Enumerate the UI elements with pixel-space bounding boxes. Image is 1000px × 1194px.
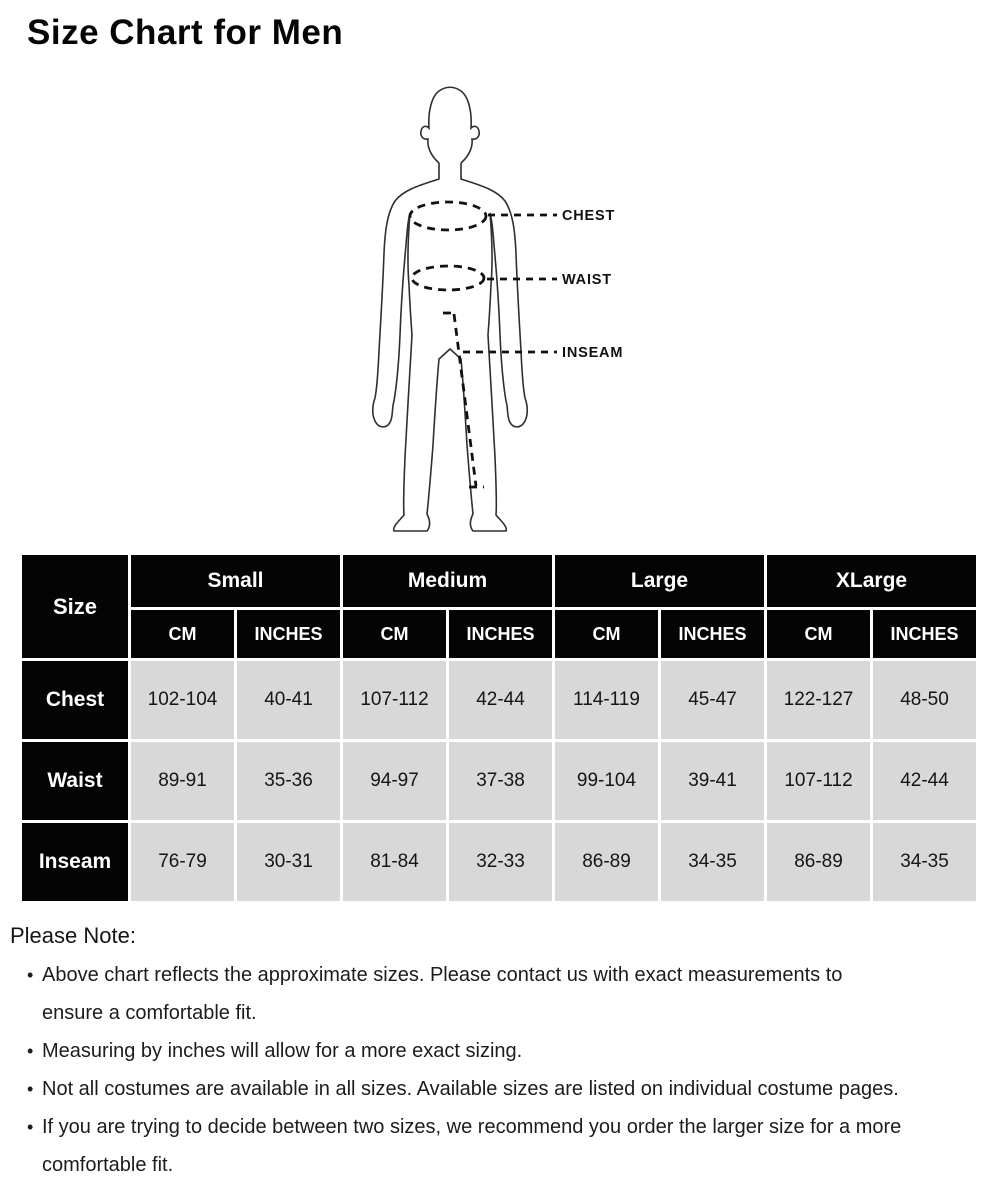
note-line: ensure a comfortable fit. (42, 1002, 257, 1024)
note-line: If you are trying to decide between two sizes, we recommend you order the larger size for a more (42, 1116, 902, 1138)
unit-header: INCHES (449, 610, 552, 658)
note-line: Above chart reflects the approximate sizes. Please contact us with exact measurements to (42, 964, 843, 986)
note-item (10, 956, 988, 1032)
value-cell: 94-97 (343, 742, 446, 820)
head-outline (421, 87, 479, 163)
value-cell: 122-127 (767, 661, 870, 739)
value-cell: 86-89 (555, 823, 658, 901)
waist-measure-ellipse (412, 266, 484, 290)
table-row-inseam (22, 823, 976, 901)
group-header-xlarge: XLarge (767, 555, 976, 607)
value-cell: 107-112 (767, 742, 870, 820)
value-cell: 42-44 (873, 742, 976, 820)
size-chart-table (19, 552, 979, 904)
bullet-icon: • (27, 965, 34, 985)
note-item (10, 1070, 988, 1108)
value-cell: 40-41 (237, 661, 340, 739)
unit-header: CM (555, 610, 658, 658)
value-cell: 30-31 (237, 823, 340, 901)
value-cell: 114-119 (555, 661, 658, 739)
unit-header: INCHES (661, 610, 764, 658)
row-label-chest: Chest (22, 661, 128, 739)
bullet-icon: • (27, 1117, 34, 1137)
value-cell: 35-36 (237, 742, 340, 820)
bullet-icon: • (27, 1079, 34, 1099)
chest-measure-ellipse (410, 202, 486, 230)
inseam-label: INSEAM (562, 345, 624, 361)
notes-section (10, 920, 988, 1184)
value-cell: 34-35 (661, 823, 764, 901)
note-line: Not all costumes are available in all sizes. Available sizes are listed on individual costume pages. (42, 1078, 899, 1100)
unit-header: CM (343, 610, 446, 658)
unit-header: INCHES (237, 610, 340, 658)
row-label-waist: Waist (22, 742, 128, 820)
group-header-small: Small (131, 555, 340, 607)
table-row-chest (22, 661, 976, 739)
value-cell: 107-112 (343, 661, 446, 739)
page-title: Size Chart for Men (27, 13, 344, 52)
group-header-medium: Medium (343, 555, 552, 607)
value-cell: 86-89 (767, 823, 870, 901)
note-line: comfortable fit. (42, 1154, 174, 1176)
value-cell: 37-38 (449, 742, 552, 820)
row-label-inseam: Inseam (22, 823, 128, 901)
notes-heading: Please Note: (10, 923, 136, 948)
value-cell: 39-41 (661, 742, 764, 820)
value-cell: 89-91 (131, 742, 234, 820)
size-corner-header: Size (22, 555, 128, 658)
value-cell: 34-35 (873, 823, 976, 901)
table-row-waist (22, 742, 976, 820)
note-line: Measuring by inches will allow for a more exact sizing. (42, 1040, 523, 1062)
value-cell: 48-50 (873, 661, 976, 739)
value-cell: 81-84 (343, 823, 446, 901)
body-outline (373, 163, 528, 531)
value-cell: 99-104 (555, 742, 658, 820)
note-item (10, 1108, 988, 1184)
note-item (10, 1032, 988, 1070)
bullet-icon: • (27, 1041, 34, 1061)
value-cell: 45-47 (661, 661, 764, 739)
unit-header: INCHES (873, 610, 976, 658)
value-cell: 32-33 (449, 823, 552, 901)
value-cell: 102-104 (131, 661, 234, 739)
value-cell: 76-79 (131, 823, 234, 901)
group-header-large: Large (555, 555, 764, 607)
body-measurement-diagram (340, 85, 660, 535)
chest-label: CHEST (562, 208, 616, 224)
value-cell: 42-44 (449, 661, 552, 739)
unit-header: CM (767, 610, 870, 658)
body-figure-svg (340, 85, 660, 535)
waist-label: WAIST (562, 272, 612, 288)
unit-header: CM (131, 610, 234, 658)
